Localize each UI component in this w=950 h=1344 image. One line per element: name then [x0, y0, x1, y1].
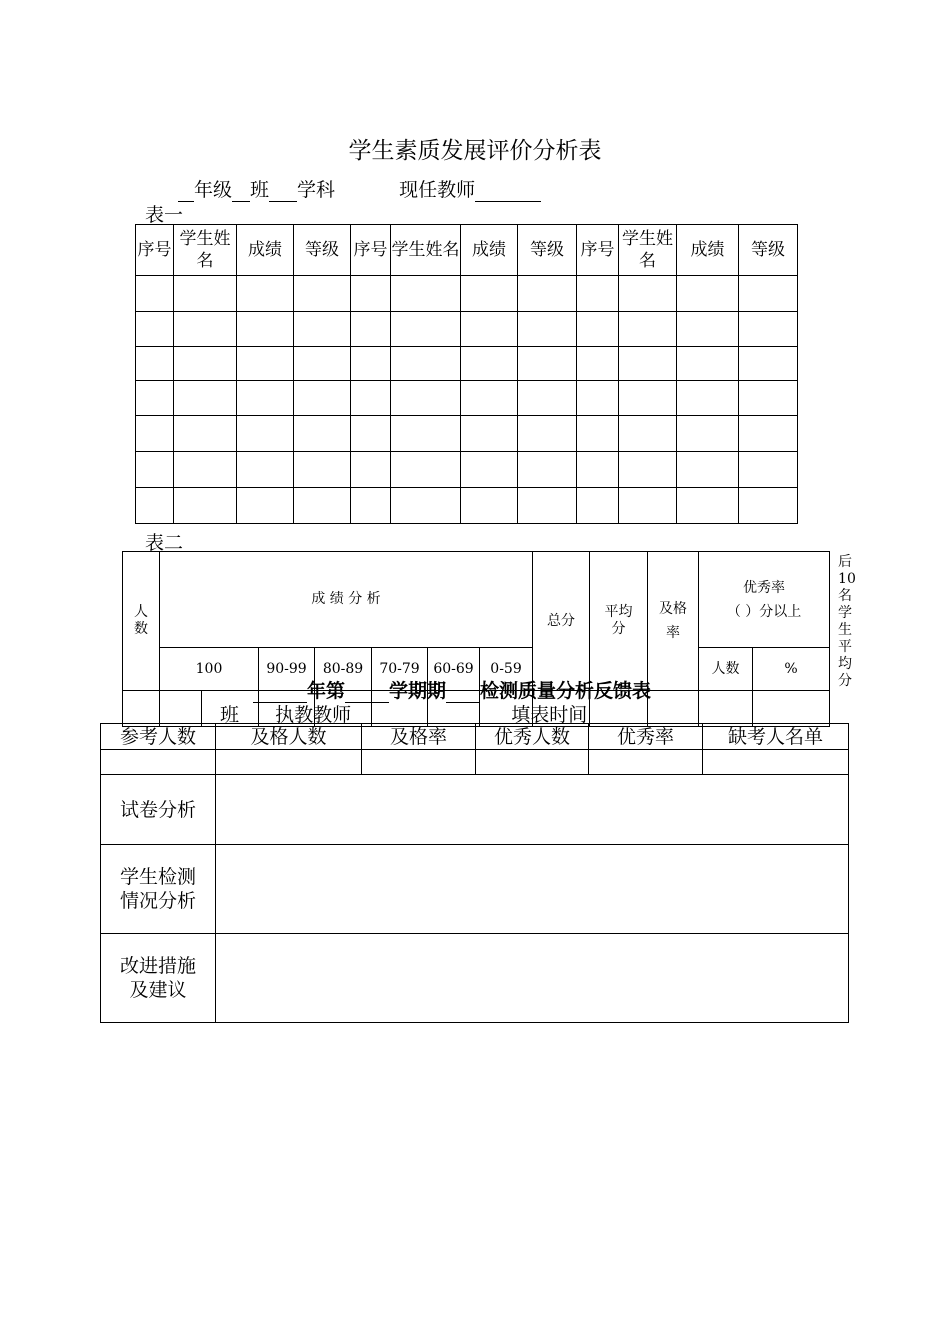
- table1-cell[interactable]: [518, 312, 577, 347]
- table1-cell[interactable]: [577, 488, 619, 524]
- table1-cell[interactable]: [619, 276, 677, 312]
- col-serial: 序号: [136, 225, 174, 276]
- table1-row: [136, 381, 798, 416]
- table1-cell[interactable]: [518, 452, 577, 488]
- student-analysis-label: 学生检测情况分析: [101, 845, 216, 934]
- persons-header: 人数: [699, 648, 753, 691]
- table1-cell[interactable]: [237, 416, 294, 452]
- col-score: 成绩: [237, 225, 294, 276]
- table1-cell[interactable]: [677, 276, 739, 312]
- table1-cell[interactable]: [518, 416, 577, 452]
- student-analysis-row: [101, 845, 849, 934]
- table1-cell[interactable]: [577, 416, 619, 452]
- feedback-table: [100, 723, 849, 1023]
- total-header: 总分: [533, 552, 590, 691]
- feedback-cell[interactable]: [703, 750, 849, 775]
- feedback-cell[interactable]: [362, 750, 476, 775]
- table1-cell[interactable]: [294, 416, 351, 452]
- table1-cell[interactable]: [461, 312, 518, 347]
- table1-cell[interactable]: [351, 347, 391, 381]
- table1-cell[interactable]: [136, 381, 174, 416]
- table1-cell[interactable]: [136, 347, 174, 381]
- table1-cell[interactable]: [174, 312, 237, 347]
- feedback-header-row: [101, 724, 849, 750]
- excellent-above-label: （ ）分以上: [726, 603, 802, 620]
- table1-cell[interactable]: [461, 452, 518, 488]
- table1-cell[interactable]: [174, 452, 237, 488]
- table1-cell[interactable]: [461, 381, 518, 416]
- table1-cell[interactable]: [677, 452, 739, 488]
- table1-cell[interactable]: [237, 488, 294, 524]
- table2-cell[interactable]: [753, 691, 830, 727]
- table1-cell[interactable]: [739, 416, 798, 452]
- table1-cell[interactable]: [237, 452, 294, 488]
- feedback-value-row: [101, 750, 849, 775]
- table1-cell[interactable]: [294, 347, 351, 381]
- table1-cell[interactable]: [518, 488, 577, 524]
- table1-row: [136, 416, 798, 452]
- table1-cell[interactable]: [294, 312, 351, 347]
- table1-cell[interactable]: [391, 276, 461, 312]
- year-label: 年第: [307, 680, 346, 702]
- table1-cell[interactable]: [351, 488, 391, 524]
- col-pass-rate: 及格率: [362, 724, 476, 750]
- table1-cell[interactable]: [174, 488, 237, 524]
- table1-cell[interactable]: [677, 488, 739, 524]
- teacher-label: 现任教师: [399, 179, 476, 201]
- table1-cell[interactable]: [136, 416, 174, 452]
- table1-cell[interactable]: [577, 312, 619, 347]
- table1-header-row: [136, 225, 798, 276]
- col-grade: 等级: [739, 225, 798, 276]
- teacher2-label: 执教教师: [275, 704, 352, 726]
- col-grade: 等级: [294, 225, 351, 276]
- table1-cell[interactable]: [237, 381, 294, 416]
- table1-cell[interactable]: [619, 488, 677, 524]
- subject-blank[interactable]: [269, 181, 297, 202]
- table1-cell[interactable]: [237, 347, 294, 381]
- table1-cell[interactable]: [174, 416, 237, 452]
- col-grade: 等级: [518, 225, 577, 276]
- range-70-79: 70-79: [372, 648, 428, 691]
- term-label: 学期期: [389, 680, 447, 702]
- range-100: 100: [160, 648, 259, 691]
- improvement-label: 改进措施及建议: [101, 934, 216, 1023]
- table1: [135, 224, 798, 524]
- class2-label: 班: [220, 704, 240, 726]
- table1-cell[interactable]: [136, 312, 174, 347]
- table1-cell[interactable]: [619, 347, 677, 381]
- table1-cell[interactable]: [577, 452, 619, 488]
- feedback-cell[interactable]: [476, 750, 589, 775]
- excellent-rate-header: [699, 552, 830, 648]
- table1-cell[interactable]: [619, 312, 677, 347]
- paper-analysis-row: [101, 775, 849, 845]
- table1-cell[interactable]: [619, 452, 677, 488]
- table1-cell[interactable]: [174, 347, 237, 381]
- table1-cell[interactable]: [739, 312, 798, 347]
- range-80-89: 80-89: [315, 648, 372, 691]
- table1-label: 表一: [145, 204, 184, 226]
- header-line: [178, 175, 541, 202]
- teacher-blank[interactable]: [475, 181, 541, 202]
- page-title: 学生素质发展评价分析表: [348, 138, 602, 164]
- table1-cell[interactable]: [136, 452, 174, 488]
- excellent-rate-label: 优秀率: [743, 579, 786, 596]
- table1-cell[interactable]: [577, 276, 619, 312]
- table1-cell[interactable]: [677, 381, 739, 416]
- table1-cell[interactable]: [739, 381, 798, 416]
- table1-cell[interactable]: [677, 347, 739, 381]
- table1-cell[interactable]: [518, 276, 577, 312]
- table2-label: 表二: [145, 532, 184, 554]
- table1-cell[interactable]: [577, 347, 619, 381]
- col-participants: 参考人数: [101, 724, 216, 750]
- table1-cell[interactable]: [351, 416, 391, 452]
- table1-cell[interactable]: [461, 347, 518, 381]
- table1-cell[interactable]: [391, 312, 461, 347]
- table1-cell[interactable]: [294, 276, 351, 312]
- table1-cell[interactable]: [351, 276, 391, 312]
- table1-cell[interactable]: [461, 488, 518, 524]
- grade-label: 年级: [194, 179, 233, 201]
- table1-cell[interactable]: [391, 452, 461, 488]
- table1-cell[interactable]: [136, 488, 174, 524]
- col-student-name: 学生姓名: [174, 225, 237, 276]
- subject-label: 学科: [297, 179, 336, 201]
- pass-rate-header: 及格率: [648, 552, 699, 691]
- table1-row: [136, 488, 798, 524]
- col-absent-list: 缺考人名单: [703, 724, 849, 750]
- col-score: 成绩: [677, 225, 739, 276]
- table1-cell[interactable]: [391, 488, 461, 524]
- table2-cell[interactable]: [123, 691, 160, 727]
- col-serial: 序号: [577, 225, 619, 276]
- feedback-cell[interactable]: [589, 750, 703, 775]
- student-analysis-cell[interactable]: [216, 845, 849, 934]
- table1-cell[interactable]: [294, 488, 351, 524]
- table1-cell[interactable]: [518, 347, 577, 381]
- table1-cell[interactable]: [619, 381, 677, 416]
- percent-header: %: [753, 648, 830, 691]
- improvement-row: [101, 934, 849, 1023]
- table1-cell[interactable]: [174, 381, 237, 416]
- class-label: 班: [250, 179, 270, 201]
- table1-cell[interactable]: [677, 312, 739, 347]
- table1-cell[interactable]: [391, 416, 461, 452]
- range-60-69: 60-69: [428, 648, 480, 691]
- table1-cell[interactable]: [174, 276, 237, 312]
- table1-cell[interactable]: [351, 381, 391, 416]
- col-excellent: 优秀人数: [476, 724, 589, 750]
- feedback-title: [253, 676, 651, 703]
- col-score: 成绩: [461, 225, 518, 276]
- table1-cell[interactable]: [294, 452, 351, 488]
- paper-analysis-label: 试卷分析: [101, 775, 216, 845]
- table1-cell[interactable]: [677, 416, 739, 452]
- grade-blank[interactable]: [178, 181, 194, 202]
- col-student-name: 学生姓名: [391, 225, 461, 276]
- table1-cell[interactable]: [391, 381, 461, 416]
- table1-cell[interactable]: [619, 416, 677, 452]
- table1-row: [136, 276, 798, 312]
- table1-cell[interactable]: [294, 381, 351, 416]
- range-0-59: 0-59: [480, 648, 533, 691]
- table1-cell[interactable]: [461, 416, 518, 452]
- table1-cell[interactable]: [136, 276, 174, 312]
- date-label: 填表时间: [511, 704, 588, 726]
- col-student-name: 学生姓名: [619, 225, 677, 276]
- count-header: 人数: [123, 552, 160, 691]
- feedback-title-label: 检测质量分析反馈表: [480, 680, 652, 702]
- col-passed: 及格人数: [216, 724, 362, 750]
- table1-cell[interactable]: [739, 276, 798, 312]
- table1-cell[interactable]: [739, 347, 798, 381]
- col-excellent-rate: 优秀率: [589, 724, 703, 750]
- improvement-cell[interactable]: [216, 934, 849, 1023]
- paper-analysis-cell[interactable]: [216, 775, 849, 845]
- table1-cell[interactable]: [739, 488, 798, 524]
- col-serial: 序号: [351, 225, 391, 276]
- average-header: 平均分: [590, 552, 648, 691]
- range-90-99: 90-99: [259, 648, 315, 691]
- table1-cell[interactable]: [351, 452, 391, 488]
- table1-cell[interactable]: [351, 312, 391, 347]
- score-analysis-header: 成 绩 分 析: [160, 552, 533, 648]
- table1-cell[interactable]: [237, 312, 294, 347]
- class-blank[interactable]: [232, 181, 250, 202]
- table1-cell[interactable]: [739, 452, 798, 488]
- feedback-cell[interactable]: [216, 750, 362, 775]
- table1-cell[interactable]: [391, 347, 461, 381]
- table2: 人数 成 绩 分 析 总分 平均分 及格率 优秀率 （ ）分以上 后10名学生平均分 100 90-99 80-89 70-79 60-69 0-59 人数 %: [122, 551, 830, 727]
- table1-cell[interactable]: [577, 381, 619, 416]
- table1-row: [136, 312, 798, 347]
- table1-row: [136, 347, 798, 381]
- table1-cell[interactable]: [237, 276, 294, 312]
- table1-cell[interactable]: [461, 276, 518, 312]
- table1-cell[interactable]: [518, 381, 577, 416]
- feedback-cell[interactable]: [101, 750, 216, 775]
- table1-row: [136, 452, 798, 488]
